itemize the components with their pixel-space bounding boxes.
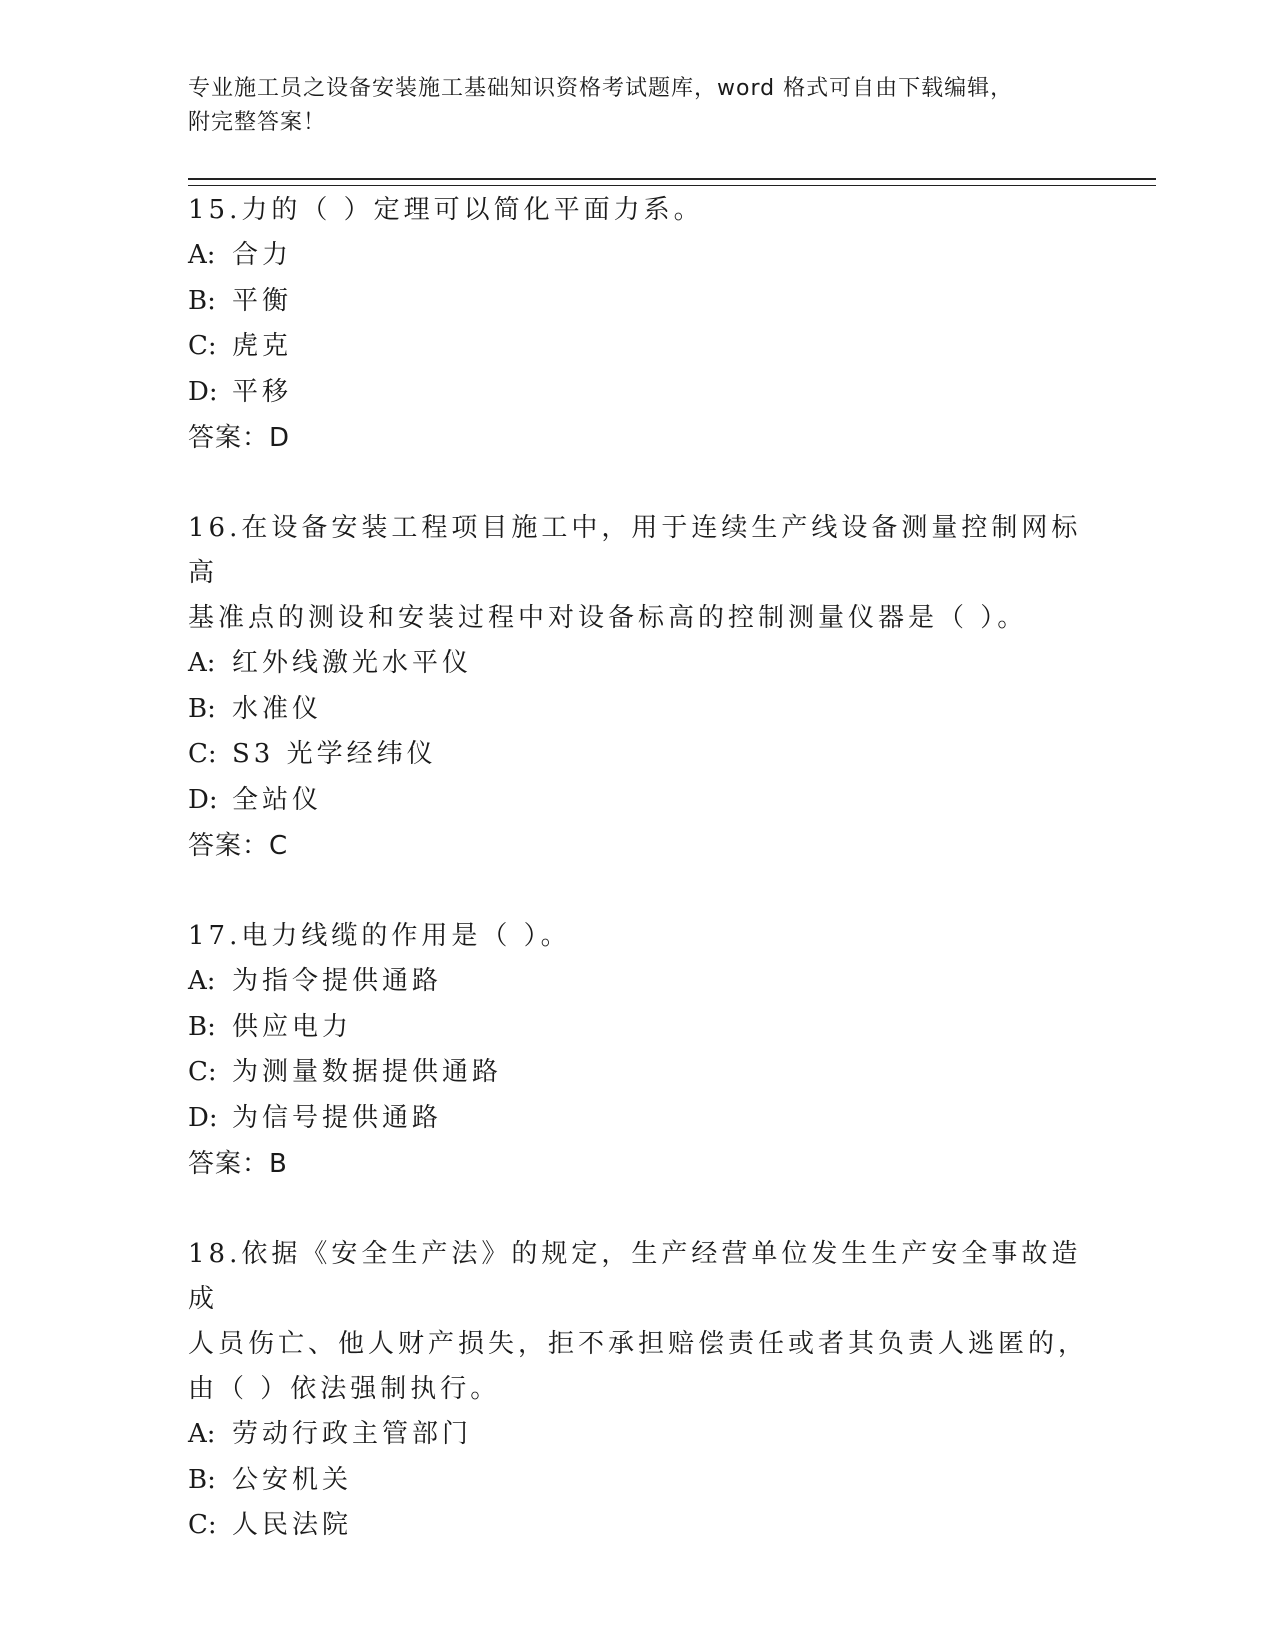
option-text: 平衡 bbox=[232, 285, 293, 316]
option-a bbox=[188, 1412, 1088, 1458]
option-text: 合力 bbox=[232, 240, 293, 270]
option-text: 人民法院 bbox=[232, 1510, 353, 1540]
answer-line: 答案：C bbox=[188, 831, 289, 861]
option-key: A: bbox=[188, 240, 216, 270]
option-key: A: bbox=[188, 966, 216, 996]
option-key: B: bbox=[188, 1464, 216, 1495]
option-a bbox=[188, 959, 1088, 1005]
question-15 bbox=[188, 188, 1088, 461]
option-c bbox=[188, 1503, 1088, 1549]
option-text: 水准仪 bbox=[232, 693, 323, 724]
option-key: B: bbox=[188, 1011, 216, 1042]
option-text: 为信号提供通路 bbox=[232, 1102, 443, 1133]
option-text: 虎克 bbox=[232, 331, 293, 361]
question-stem: 17.电力线缆的作用是（ ）。 bbox=[188, 921, 571, 951]
option-text: 劳动行政主管部门 bbox=[232, 1419, 473, 1449]
question-stem-continued: 基准点的测设和安装过程中对设备标高的控制测量仪器是（ ）。 bbox=[188, 603, 1028, 633]
option-key: C: bbox=[188, 739, 217, 769]
option-d bbox=[188, 778, 1088, 824]
answer-line: 答案：D bbox=[188, 423, 291, 453]
question-17 bbox=[188, 914, 1088, 1187]
option-key: D: bbox=[188, 784, 218, 815]
header-divider bbox=[188, 178, 1156, 186]
option-key: C: bbox=[188, 331, 217, 361]
option-key: A: bbox=[188, 1419, 216, 1449]
header-line-2: 附完整答案！ bbox=[188, 110, 327, 135]
question-list bbox=[188, 188, 1088, 1594]
option-d bbox=[188, 1096, 1088, 1142]
question-stem: 16.在设备安装工程项目施工中，用于连续生产线设备测量控制网标高 bbox=[188, 513, 1082, 588]
answer-line: 答案：B bbox=[188, 1149, 288, 1179]
option-text: 红外线激光水平仪 bbox=[232, 648, 473, 678]
option-text: 全站仪 bbox=[232, 784, 323, 815]
option-key: D: bbox=[188, 1102, 218, 1133]
option-text: 公安机关 bbox=[232, 1464, 353, 1495]
question-18 bbox=[188, 1232, 1088, 1549]
option-a bbox=[188, 233, 1088, 279]
option-text: 为测量数据提供通路 bbox=[232, 1057, 503, 1087]
question-stem-continued: 人员伤亡、他人财产损失，拒不承担赔偿责任或者其负责人逃匿的， bbox=[188, 1329, 1089, 1359]
option-b bbox=[188, 687, 1088, 733]
option-b bbox=[188, 1458, 1088, 1504]
option-c bbox=[188, 1050, 1088, 1096]
option-key: C: bbox=[188, 1057, 217, 1087]
option-d bbox=[188, 370, 1088, 416]
option-text: 为指令提供通路 bbox=[232, 966, 443, 996]
question-stem: 15.力的（ ）定理可以简化平面力系。 bbox=[188, 195, 704, 225]
option-text: S3 光学经纬仪 bbox=[232, 739, 437, 769]
option-key: A: bbox=[188, 648, 216, 678]
header-line-1: 专业施工员之设备安装施工基础知识资格考试题库，word 格式可自由下载编辑， bbox=[188, 76, 1014, 101]
question-16 bbox=[188, 506, 1088, 869]
option-b bbox=[188, 279, 1088, 325]
option-key: B: bbox=[188, 693, 216, 724]
option-c bbox=[188, 324, 1088, 370]
document-header bbox=[188, 72, 1088, 140]
question-stem-continued: 由（ ）依法强制执行。 bbox=[188, 1374, 501, 1404]
option-key: D: bbox=[188, 376, 218, 407]
option-text: 平移 bbox=[232, 376, 293, 407]
option-a bbox=[188, 641, 1088, 687]
option-b bbox=[188, 1005, 1088, 1051]
question-stem: 18.依据《安全生产法》的规定，生产经营单位发生生产安全事故造成 bbox=[188, 1239, 1082, 1314]
option-key: B: bbox=[188, 285, 216, 316]
option-text: 供应电力 bbox=[232, 1011, 353, 1042]
option-key: C: bbox=[188, 1510, 217, 1540]
option-c bbox=[188, 732, 1088, 778]
